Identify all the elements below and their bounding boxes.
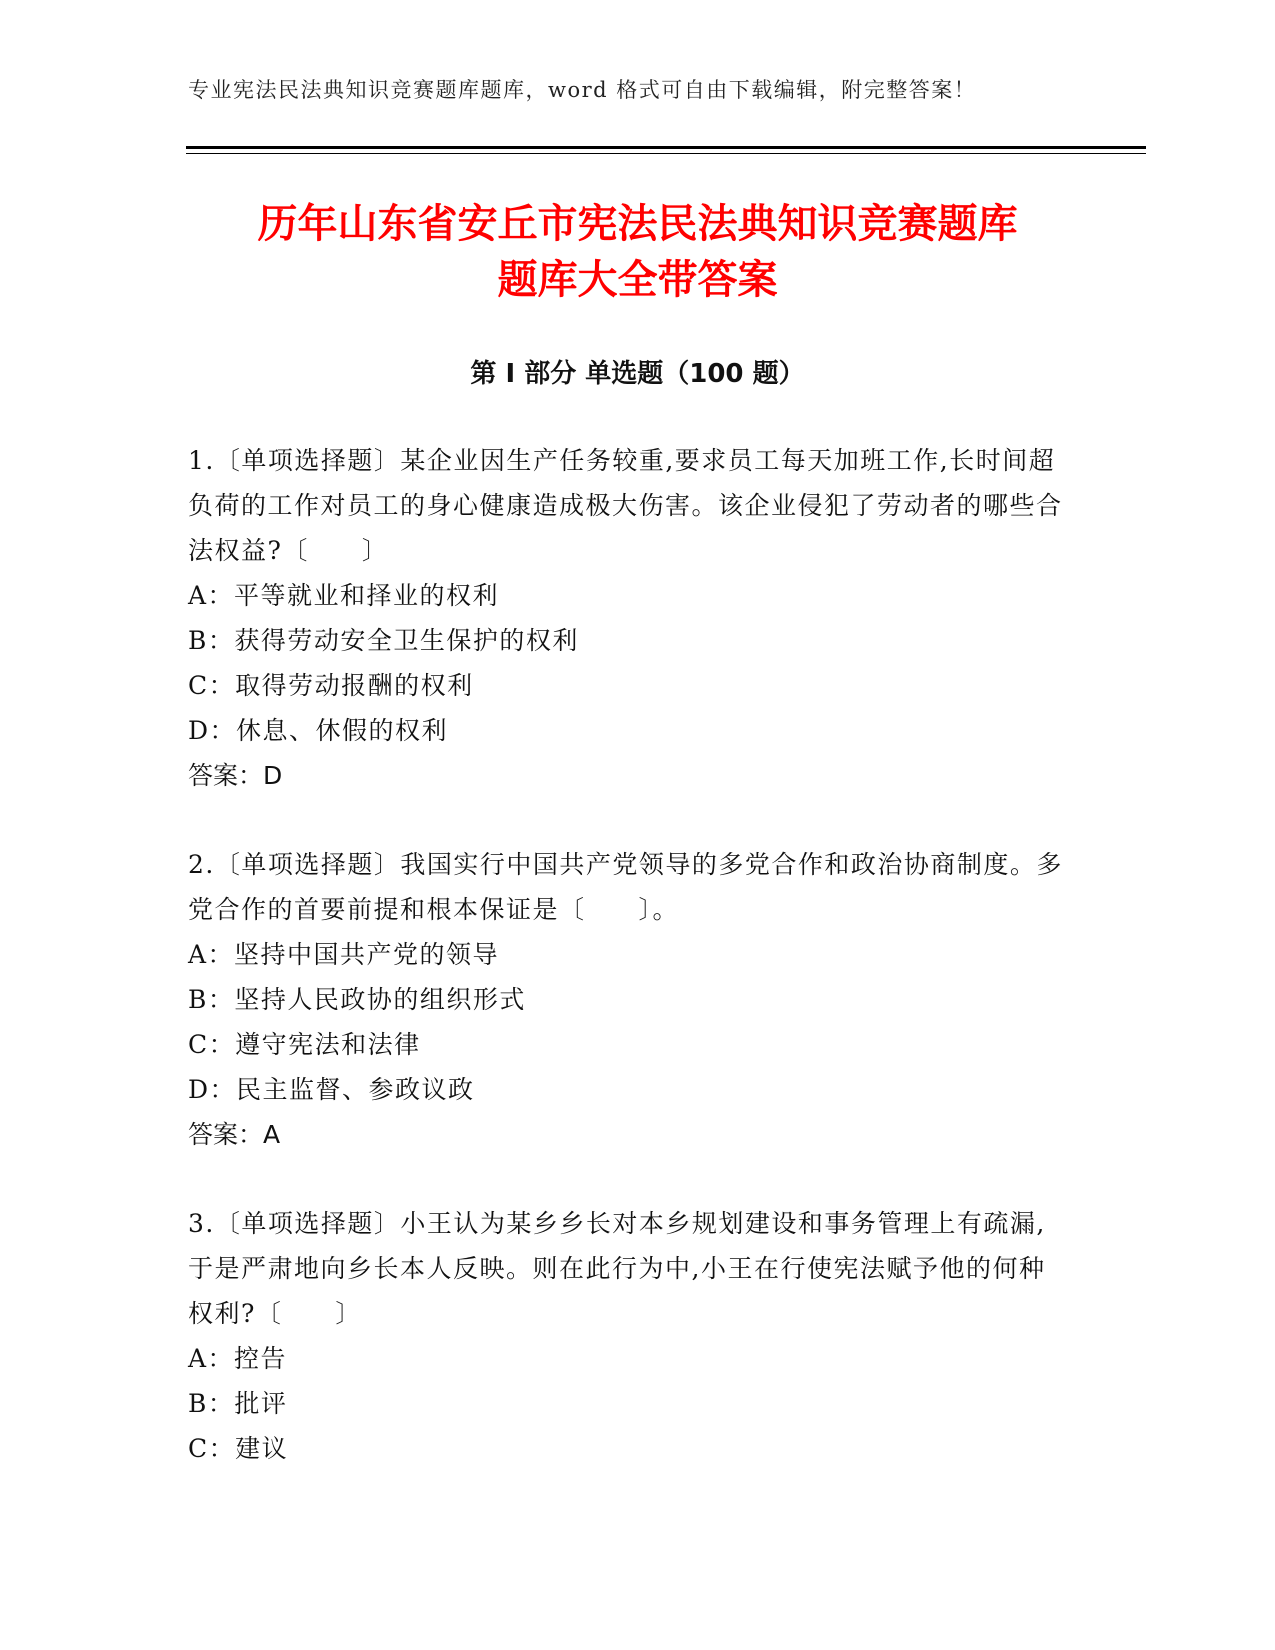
option-c: C：遵守宪法和法律 xyxy=(188,1030,421,1059)
option-d: D：民主监督、参政议政 xyxy=(188,1075,475,1104)
section-title: 第 I 部分 单选题（100 题） xyxy=(470,359,805,389)
answer: 答案：A xyxy=(188,1120,281,1149)
question-3 xyxy=(188,1201,1068,1471)
option-c: C：取得劳动报酬的权利 xyxy=(188,671,474,700)
option-c: C：建议 xyxy=(188,1434,289,1463)
question-stem: 2.〔单项选择题〕我国实行中国共产党领导的多党合作和政治协商制度。多党合作的首要前提和根本保证是〔 〕。 xyxy=(188,850,1063,924)
question-2 xyxy=(188,842,1068,1157)
option-a: A：平等就业和择业的权利 xyxy=(188,581,500,610)
question-stem: 3.〔单项选择题〕小王认为某乡乡长对本乡规划建设和事务管理上有疏漏,于是严肃地向乡长本人反映。则在此行为中,小王在行使宪法赋予他的何种权利?〔 〕 xyxy=(188,1209,1046,1328)
header-note: 专业宪法民法典知识竞赛题库题库，word 格式可自由下载编辑，附完整答案！ xyxy=(188,78,977,102)
document-title-line-2: 题库大全带答案 xyxy=(497,257,778,303)
question-stem: 1.〔单项选择题〕某企业因生产任务较重,要求员工每天加班工作,长时间超负荷的工作对员工的身心健康造成极大伤害。该企业侵犯了劳动者的哪些合法权益?〔 〕 xyxy=(188,446,1063,565)
document-title-line-1: 历年山东省安丘市宪法民法典知识竞赛题库 xyxy=(257,201,1018,247)
header-divider-thick xyxy=(186,146,1146,149)
question-1 xyxy=(188,438,1068,798)
option-a: A：坚持中国共产党的领导 xyxy=(188,940,500,969)
option-b: B：批评 xyxy=(188,1389,288,1418)
document-title xyxy=(150,196,1125,308)
option-b: B：获得劳动安全卫生保护的权利 xyxy=(188,626,579,655)
option-b: B：坚持人民政协的组织形式 xyxy=(188,985,526,1014)
option-d: D：休息、休假的权利 xyxy=(188,716,449,745)
question-list xyxy=(188,438,1068,1515)
header-divider-thin xyxy=(186,153,1146,154)
answer: 答案：D xyxy=(188,761,283,790)
option-a: A：控告 xyxy=(188,1344,288,1373)
